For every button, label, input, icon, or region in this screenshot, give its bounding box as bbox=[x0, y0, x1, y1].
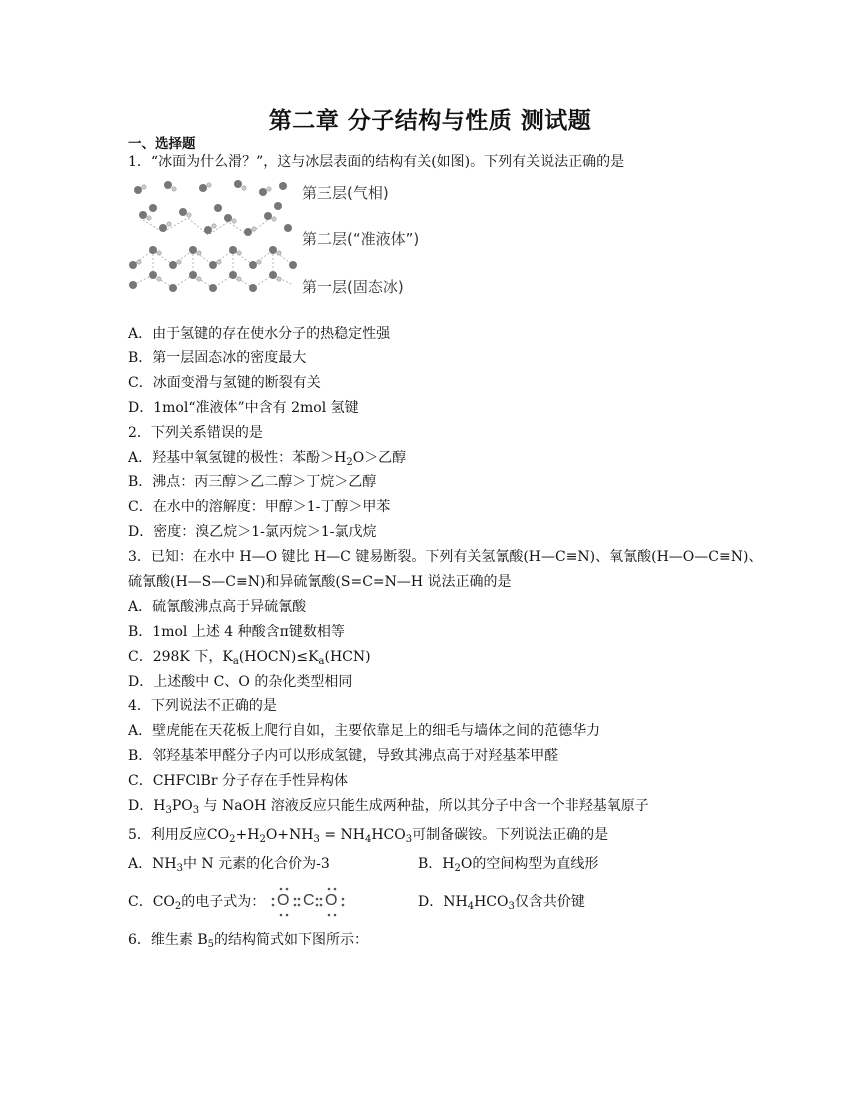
q5-option-a: A．$NH_3$中 N 元素的化合价为-3 bbox=[128, 856, 330, 874]
q5-stem: 5．利用反应$CO_2+H_2O+NH_3 = NH_4HCO_3$可制备碳铵。下列说法正确的是 bbox=[128, 827, 609, 845]
q3-stem-line2: 硫氰酸(H—S—C≡N)和异硫氰酸(S=C=N—H 说法正确的是 bbox=[128, 574, 512, 590]
q5-option-b: B．$H_2O$的空间构型为直线形 bbox=[418, 856, 599, 874]
q1-stem: 1．“冰面为什么滑？”，这与冰层表面的结构有关(如图)。下列有关说法正确的是 bbox=[128, 154, 625, 170]
q6-stem: 6．维生素 $B_5$的结构简式如下图所示： bbox=[128, 932, 369, 950]
q2-stem: 2．下列关系错误的是 bbox=[128, 425, 263, 441]
lewis-atom-o2: O bbox=[325, 892, 338, 909]
layer-label-second: 第二层(“准液体”) bbox=[302, 230, 420, 248]
layer-label-first: 第一层(固态冰) bbox=[302, 278, 404, 296]
q2-option-a: A．羟基中氧氢键的极性：苯酚$>H_2O>$乙醇 bbox=[128, 450, 407, 468]
q5-option-c: C．$CO_2$的电子式为： bbox=[128, 894, 266, 912]
q3-option-b: B．1mol 上述 4 种酸含π键数相等 bbox=[128, 624, 345, 640]
q4-stem: 4．下列说法不正确的是 bbox=[128, 698, 277, 714]
q3-option-c: C．298K 下，$K_a(HOCN)\le K_a(HCN)$ bbox=[128, 649, 371, 667]
ice-molecules-illustration bbox=[128, 180, 298, 305]
q1-option-a: A．由于氢键的存在使水分子的热稳定性强 bbox=[128, 326, 391, 342]
q1-option-d: D．1mol“准液体”中含有 2mol 氢键 bbox=[128, 400, 359, 416]
q3-option-d: D．上述酸中 C、O 的杂化类型相同 bbox=[128, 674, 353, 690]
q4-option-d: D．$H_3PO_3$ 与 NaOH 溶液反应只能生成两种盐，所以其分子中含一个非羟基氧原子 bbox=[128, 798, 649, 816]
section-heading: 一、选择题 bbox=[128, 136, 196, 152]
lewis-atom-c: C bbox=[303, 892, 315, 909]
q2-option-d: D．密度：溴乙烷＞1-氯丙烷＞1-氯戊烷 bbox=[128, 524, 377, 540]
q5-option-d: D．$NH_4HCO_3$仅含共价键 bbox=[418, 894, 585, 912]
q3-stem-line1: 3．已知：在水中 H—O 键比 H—C 键易断裂。下列有关氢氰酸(H—C≡N)、氧氰酸(H—O—C≡N)、 bbox=[128, 549, 763, 565]
q4-option-a: A．壁虎能在天花板上爬行自如，主要依靠足上的细毛与墙体之间的范德华力 bbox=[128, 723, 601, 739]
q3-option-a: A．硫氰酸沸点高于异硫氰酸 bbox=[128, 599, 307, 615]
q1-option-b: B．第一层固态冰的密度最大 bbox=[128, 350, 307, 366]
layer-label-third: 第三层(气相) bbox=[302, 184, 389, 202]
q2-option-b: B．沸点：丙三醇＞乙二醇＞丁烷＞乙醇 bbox=[128, 474, 377, 490]
q1-option-c: C．冰面变滑与氢键的断裂有关 bbox=[128, 375, 321, 391]
page-title: 第二章 分子结构与性质 测试题 bbox=[268, 107, 592, 134]
lewis-atom-o1: O bbox=[277, 892, 290, 909]
q4-option-c: C．CHFClBr 分子存在手性异构体 bbox=[128, 773, 348, 789]
q2-option-c: C．在水中的溶解度：甲醇＞1-丁醇＞甲苯 bbox=[128, 499, 391, 515]
q4-option-b: B．邻羟基苯甲醛分子内可以形成氢键，导致其沸点高于对羟基苯甲醛 bbox=[128, 748, 559, 764]
co2-lewis-structure bbox=[268, 885, 348, 919]
